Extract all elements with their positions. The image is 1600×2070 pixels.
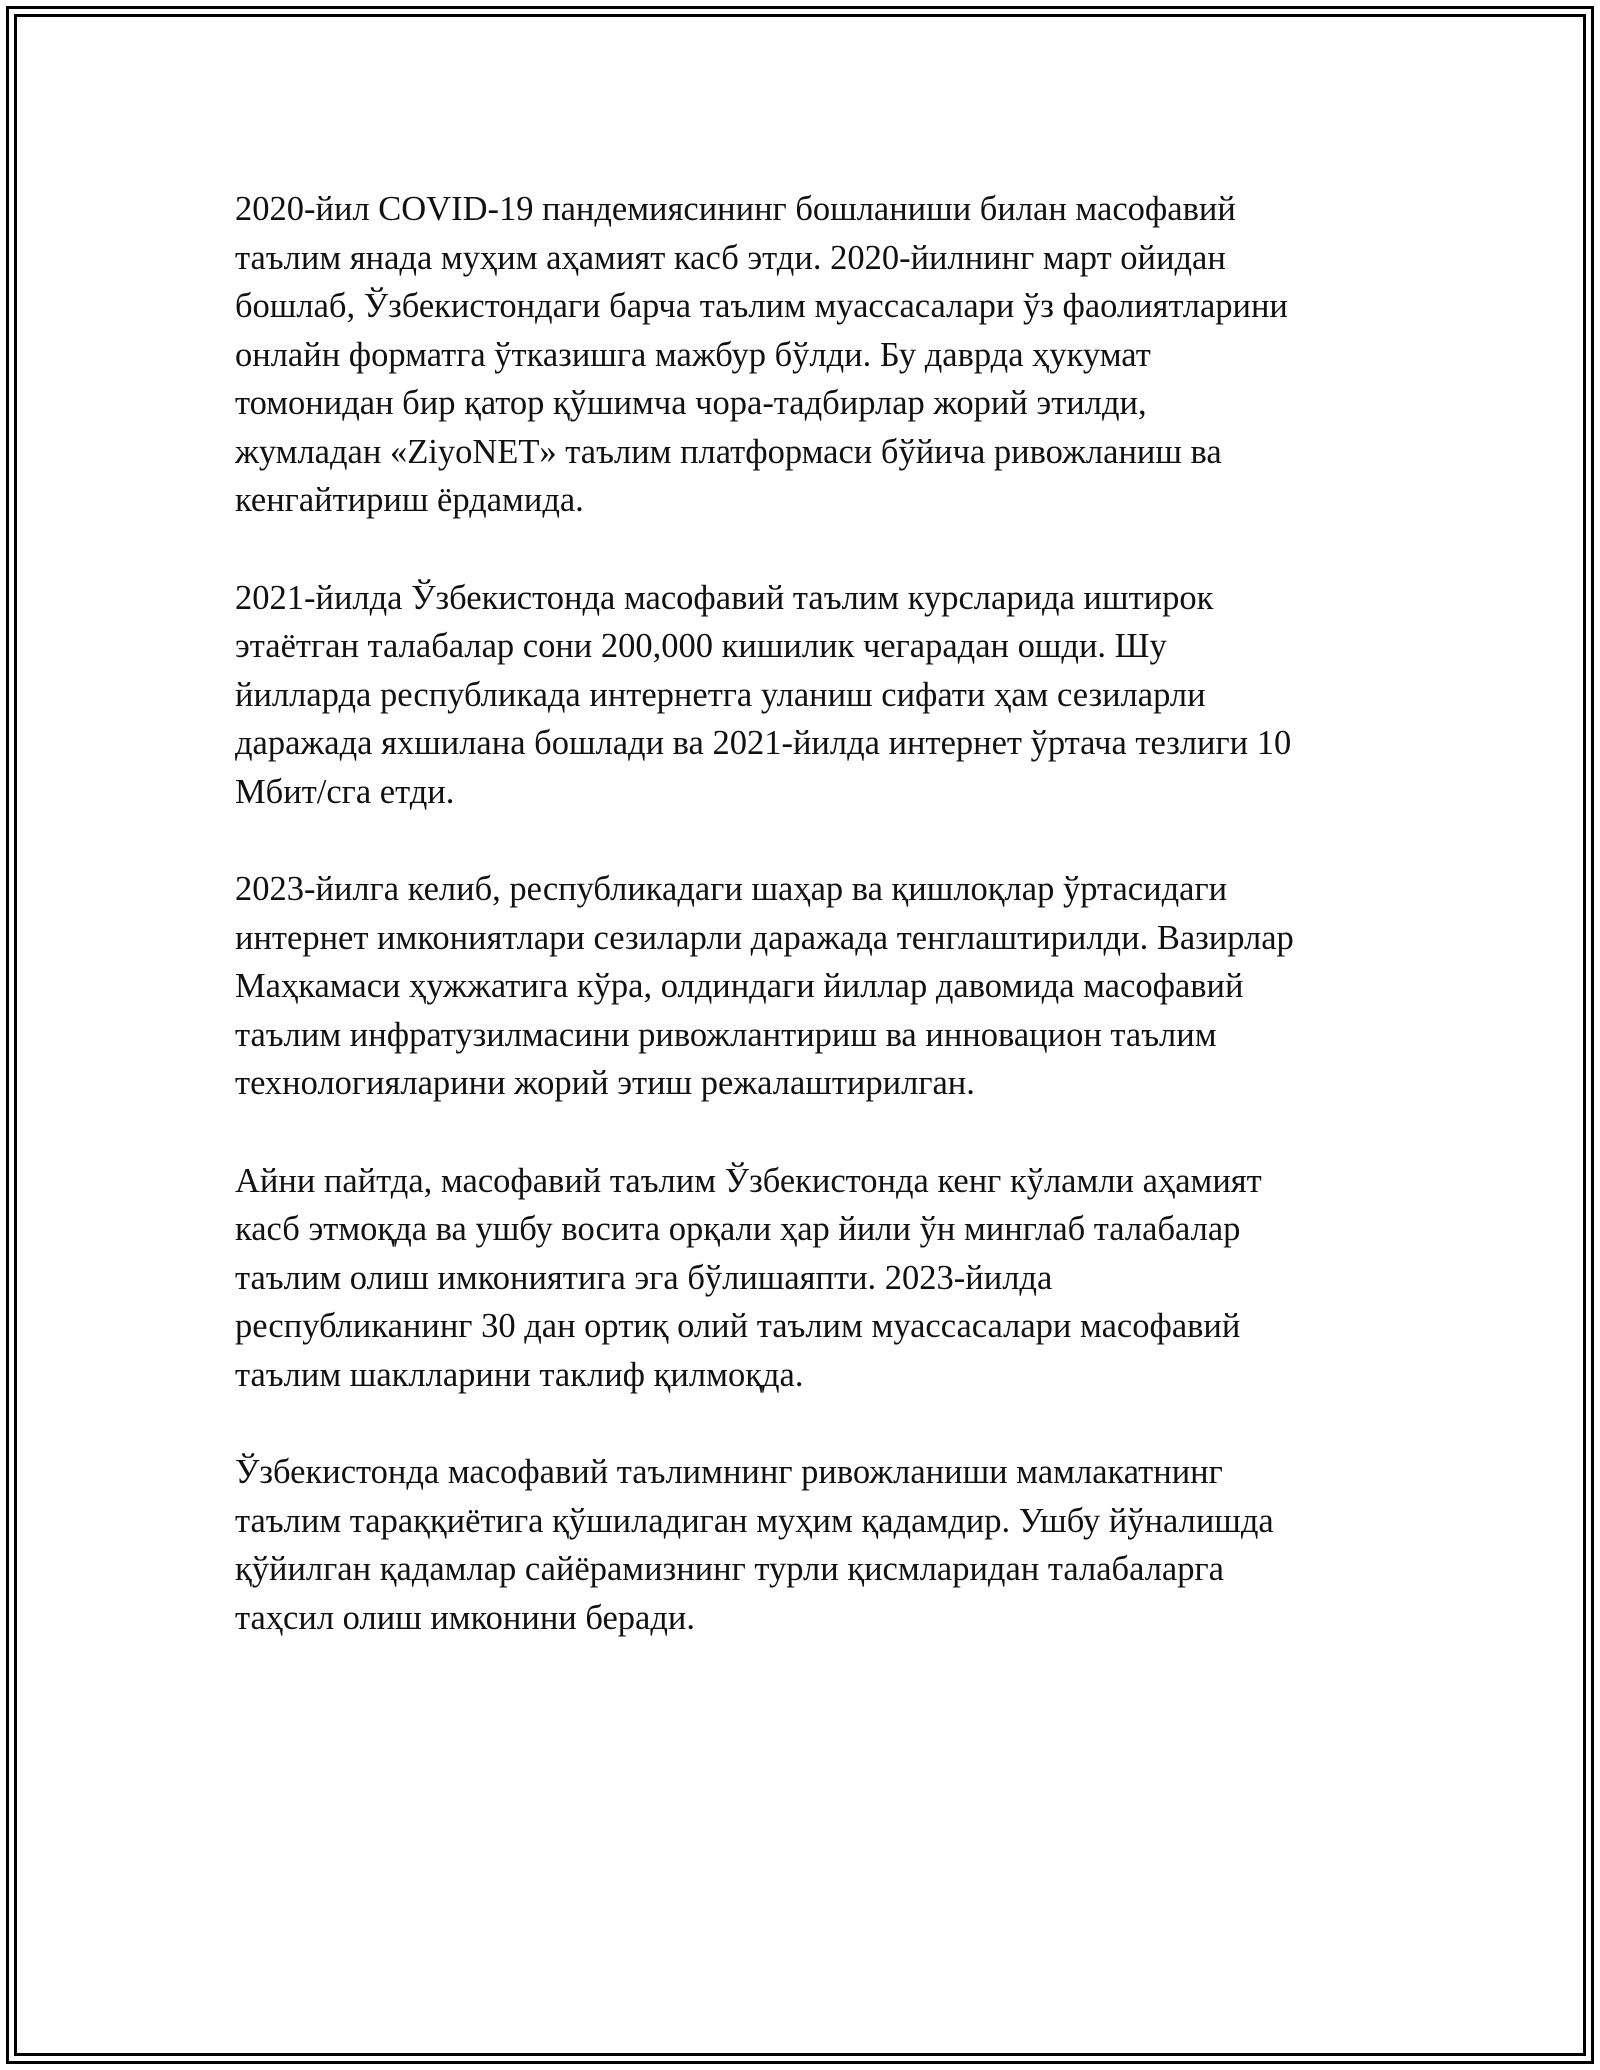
text-line: Ўзбекистонда масофавий таълимнинг ривожланиши мамлакатнинг: [235, 1453, 1223, 1491]
text-line: Маҳкамаси ҳужжатига кўра, олдиндаги йиллар давомида масофавий: [235, 967, 1244, 1005]
paragraph-3: [235, 865, 1385, 1108]
text-line: республиканинг 30 дан ортиқ олий таълим муассасалари масофавий: [235, 1307, 1241, 1345]
paragraph-2: [235, 574, 1385, 817]
text-line: этаётган талабалар сони 200,000 кишилик чегарадан ошди. Шу: [235, 627, 1167, 665]
text-line: бошлаб, Ўзбекистондаги барча таълим муассасалари ўз фаолиятларини: [235, 287, 1288, 325]
text-line: таълим инфратузилмасини ривожлантириш ва инновацион таълим: [235, 1015, 1217, 1054]
paragraph-1: [235, 185, 1385, 525]
text-line: интернет имкониятлари сезиларли даражада тенглаштирилди. Вазирлар: [235, 918, 1294, 957]
paragraph-4: [235, 1157, 1385, 1400]
text-line: қўйилган қадамлар сайёрамизнинг турли қисмларидан талабаларга: [235, 1550, 1224, 1588]
text-line: 2023-йилга келиб, республикадаги шаҳар ва қишлоқлар ўртасидаги: [235, 870, 1228, 908]
text-line: касб этмоқда ва ушбу восита орқали ҳар йили ўн минглаб талабалар: [235, 1210, 1241, 1248]
text-line: йилларда республикада интернетга уланиш сифати ҳам сезиларли: [235, 675, 1206, 714]
text-line: 2021-йилда Ўзбекистонда масофавий таълим курсларида иштирок: [235, 578, 1214, 617]
text-line: таълим олиш имкониятига эга бўлишаяпти. 2023-йилда: [235, 1258, 1053, 1297]
text-line: Мбит/сга етди.: [235, 772, 455, 811]
text-line: кенгайтириш ёрдамида.: [235, 481, 584, 519]
text-line: томонидан бир қатор қўшимча чора-тадбирлар жорий этилди,: [235, 384, 1147, 422]
document-body: [235, 185, 1385, 1691]
text-line: Айни пайтда, масофавий таълим Ўзбекистонда кенг кўламли аҳамият: [235, 1161, 1262, 1200]
text-line: таҳсил олиш имконини беради.: [235, 1598, 695, 1637]
text-line: таълим тараққиётига қўшиладиган муҳим қадамдир. Ушбу йўналишда: [235, 1501, 1274, 1540]
text-line: даражада яхшилана бошлади ва 2021-йилда интернет ўртача тезлиги 10: [235, 724, 1292, 762]
text-line: жумладан «ZiyoNET» таълим платформаси бўйича ривожланиш ва: [235, 432, 1222, 471]
text-line: технологияларини жорий этиш режалаштирилган.: [235, 1064, 975, 1102]
paragraph-5: [235, 1448, 1385, 1642]
text-line: таълим шаклларини таклиф қилмоқда.: [235, 1355, 804, 1394]
text-line: таълим янада муҳим аҳамият касб этди. 2020-йилнинг март ойидан: [235, 238, 1226, 277]
text-line: онлайн форматга ўтказишга мажбур бўлди. Бу даврда ҳукумат: [235, 335, 1151, 374]
text-line: 2020-йил COVID-19 пандемиясининг бошланиши билан масофавий: [235, 190, 1236, 228]
